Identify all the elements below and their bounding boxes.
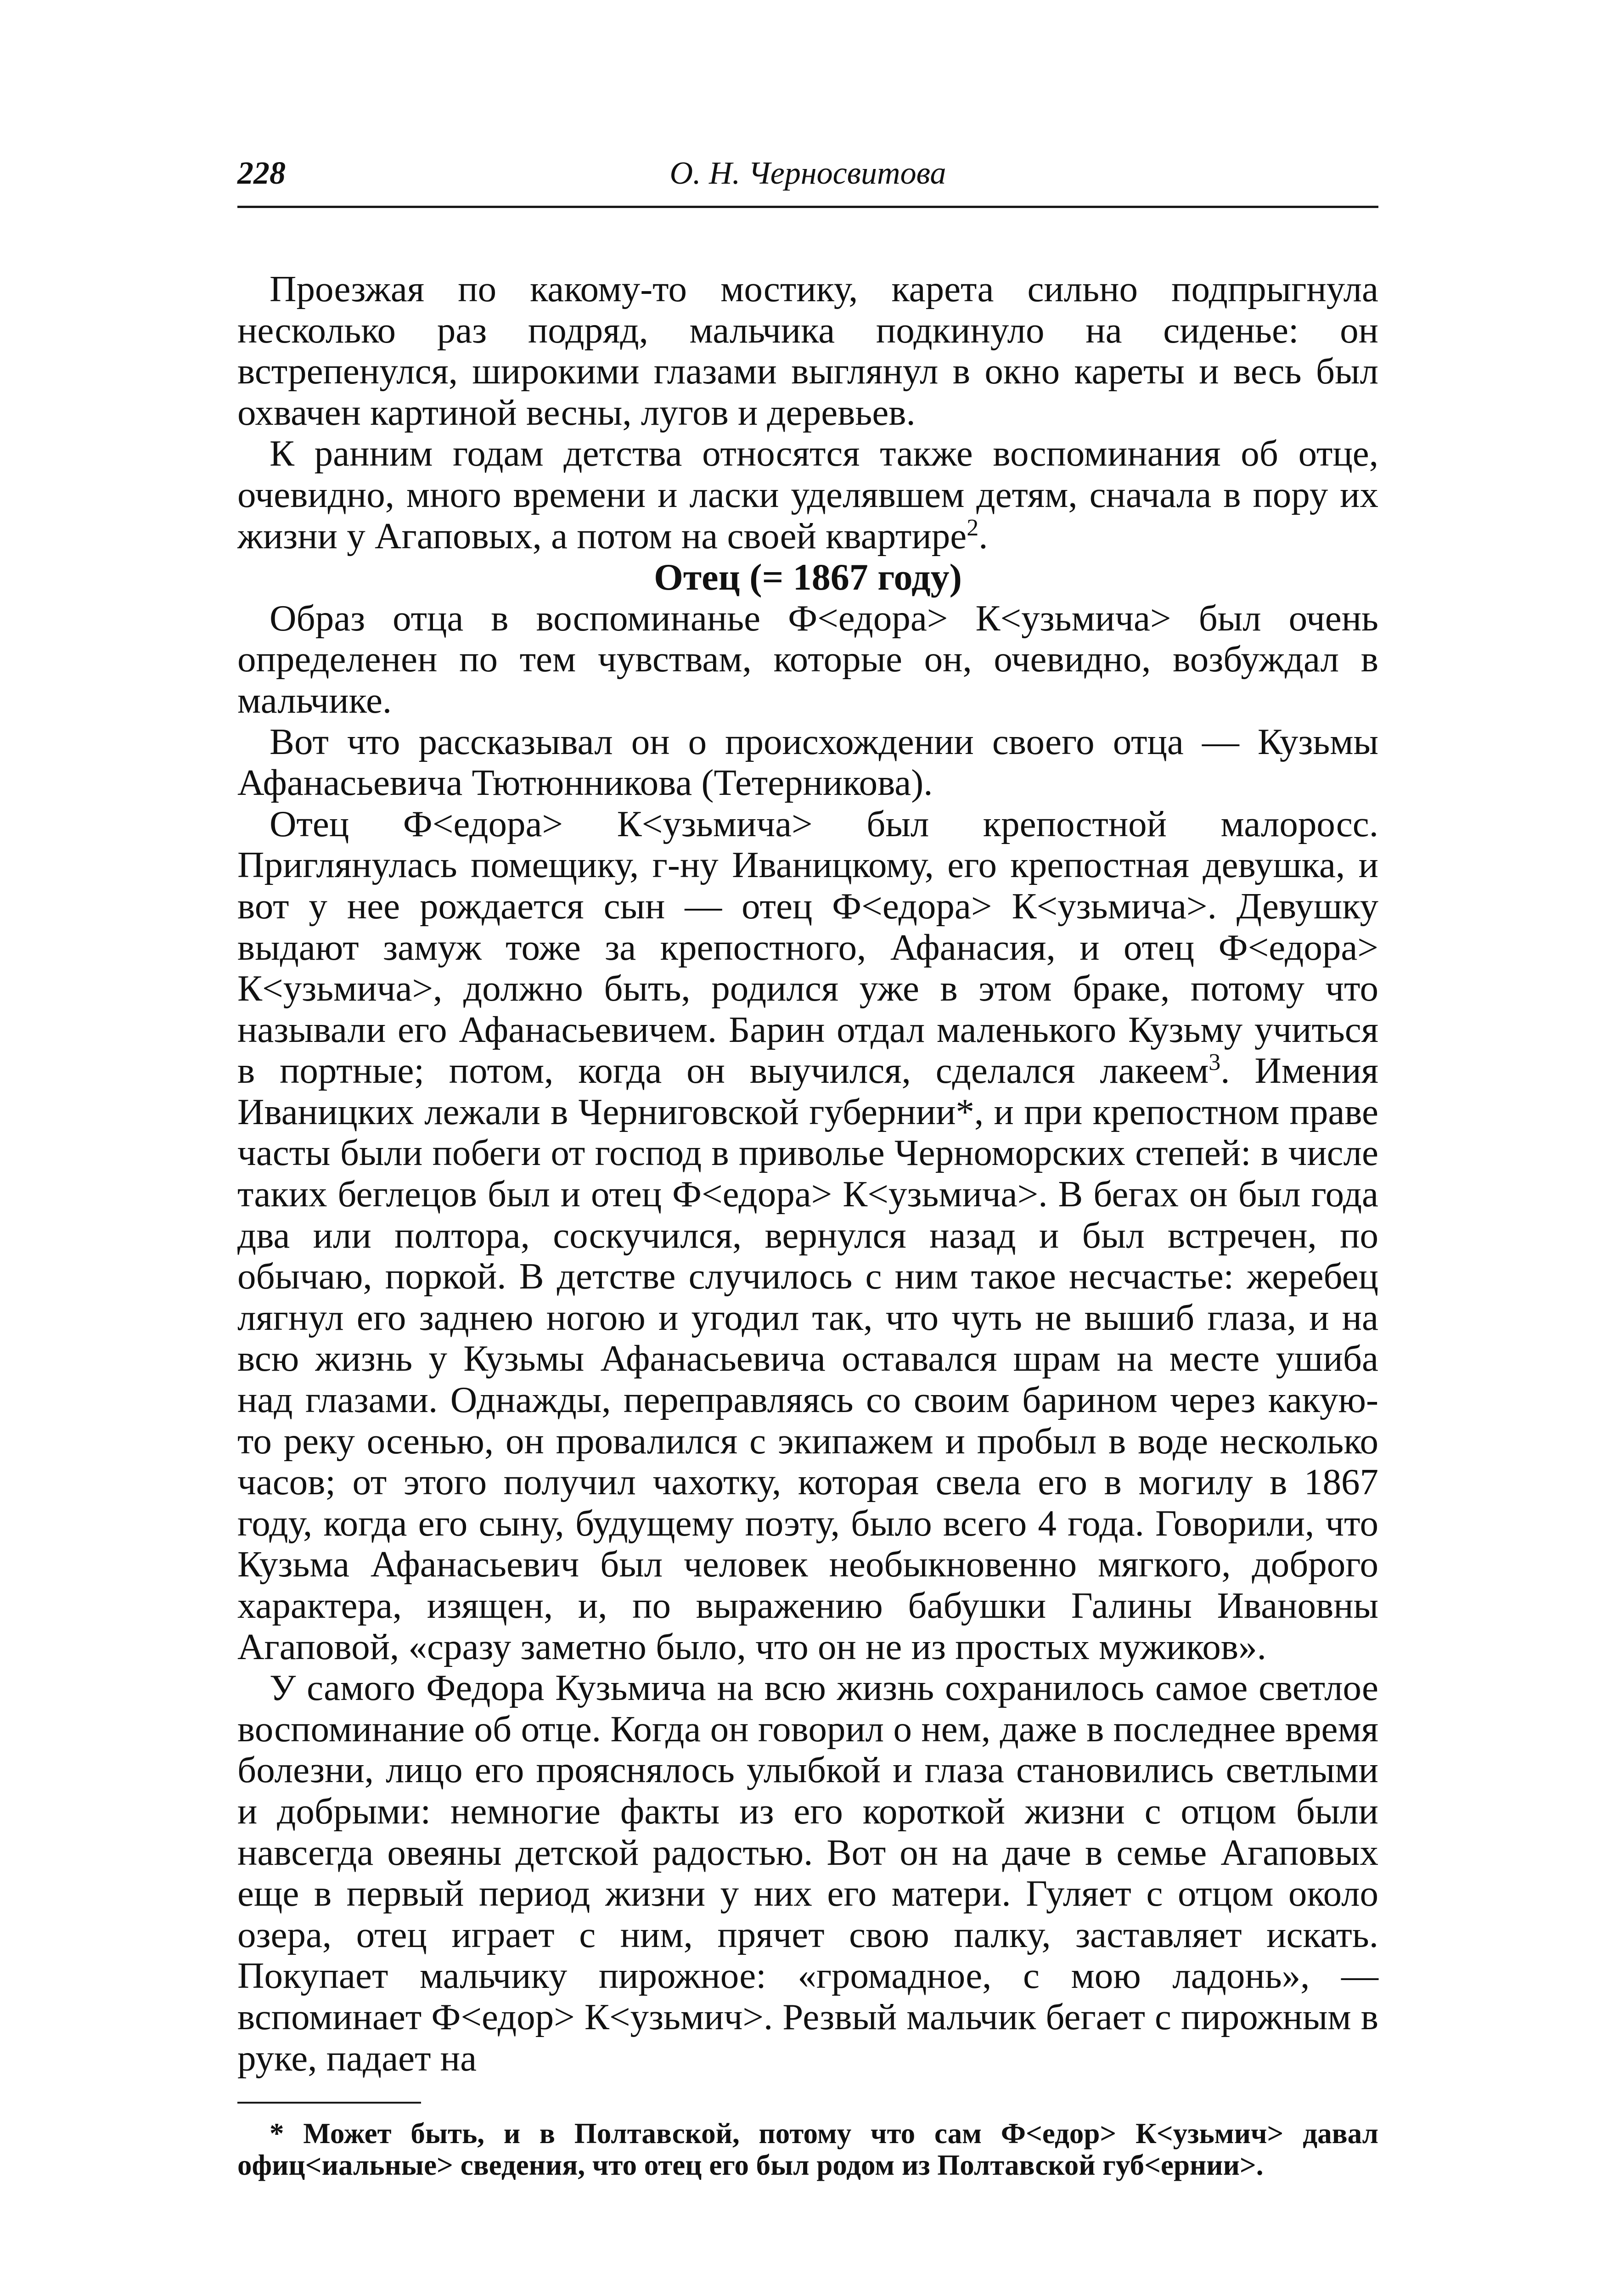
paragraph: У самого Федора Кузьмича на всю жизнь сохранилось самое светлое воспоминание об отце. Когда он говорил о нем, даже в последнее время болезни, лицо его прояснялось улыбкой и глаза становились светлыми и добрыми: немногие факты из его короткой жизни с отцом были навсегда овеяны детской радостью. Вот он на даче в семье Агаповых еще в первый период жизни у них его матери. Гуляет с отцом около озера, отец играет с ним, прячет свою палку, заставляет искать. Покупает мальчику пирожное: «громадное, с мою ладонь», — вспоминает Ф<едор> К<узьмич>. Резвый мальчик бегает с пирожным в руке, падает на bbox=[237, 1667, 1378, 2079]
note-reference: 2 bbox=[967, 514, 979, 541]
footnote-rule bbox=[237, 2102, 421, 2104]
page-header bbox=[237, 155, 1378, 208]
paragraph: К ранним годам детства относятся также воспоминания об отце, очевидно, много времени и ласки уделявшем детям, сначала в пору их жизни у Агаповых, а потом на своей квартире$^2$. bbox=[237, 433, 1378, 557]
paragraph: Отец Ф<едора> К<узьмича> был крепостной малоросс. Приглянулась помещику, г-ну Иваницкому, его крепостная девушка, и вот у нее рождается сын — отец Ф<едора> К<узьмича>. Девушку выдают замуж тоже за крепостного, Афанасия, и отец Ф<едора> К<узьмича>, должно быть, родился уже в этом браке, потому что называли его Афанасьевичем. Барин отдал маленького Кузьму учиться в портные; потом, когда он выучился, сделался лакеем$^3$. Имения Иваницких лежали в Черниговской губернии*, и при крепостном праве часты были побеги от господ в приволье Черноморских степей: в числе таких беглецов был и отец Ф<едора> К<узьмича>. В бегах он был года два или полтора, соскучился, вернулся назад и был встречен, по обычаю, поркой. В детстве случилось с ним такое несчастье: жеребец лягнул его заднею ногою и угодил так, что чуть не вышиб глаза, и на всю жизнь у Кузьмы Афанасьевича оставался шрам на месте ушиба над глазами. Однажды, переправляясь со своим барином через какую-то реку осенью, он провалился с экипажем и пробыл в воде несколько часов; от этого получил чахотку, которая свела его в могилу в 1867 году, когда его сыну, будущему поэту, было всего 4 года. Говорили, что Кузьма Афанасьевич был человек необыкновенно мягкого, доброго характера, изящен, и, по выражению бабушки Галины Ивановны Агаповой, «сразу заметно было, что он не из простых мужиков». bbox=[237, 803, 1378, 1667]
running-title: О. Н. Черносвитова bbox=[669, 156, 946, 191]
note-reference: 3 bbox=[1209, 1049, 1221, 1076]
paragraph: Проезжая по какому-то мостику, карета сильно подпрыгнула несколько раз подряд, мальчика подкинуло на сиденье: он встрепенулся, широкими глазами выглянул в окно кареты и весь был охвачен картиной весны, лугов и деревьев. bbox=[237, 268, 1378, 433]
footnote bbox=[237, 2118, 1378, 2181]
paragraph: Вот что рассказывал он о происхождении своего отца — Кузьмы Афанасьевича Тютюнникова (Тетерникова). bbox=[237, 720, 1378, 804]
paragraph: Образ отца в воспоминанье Ф<едора> К<узьмича> был очень определенен по тем чувствам, которые он, очевидно, возбуждал в мальчике. bbox=[237, 597, 1378, 721]
section-title: Отец (= 1867 году) bbox=[654, 556, 962, 598]
body-text bbox=[237, 269, 1378, 2079]
footnote-text: * Может быть, и в Полтавской, потому что сам Ф<едор> К<узьмич> давал офиц<иальные> сведения, что отец его был родом из Полтавской губ<ернии>. bbox=[237, 2117, 1378, 2181]
page-number: 228 bbox=[237, 156, 286, 191]
